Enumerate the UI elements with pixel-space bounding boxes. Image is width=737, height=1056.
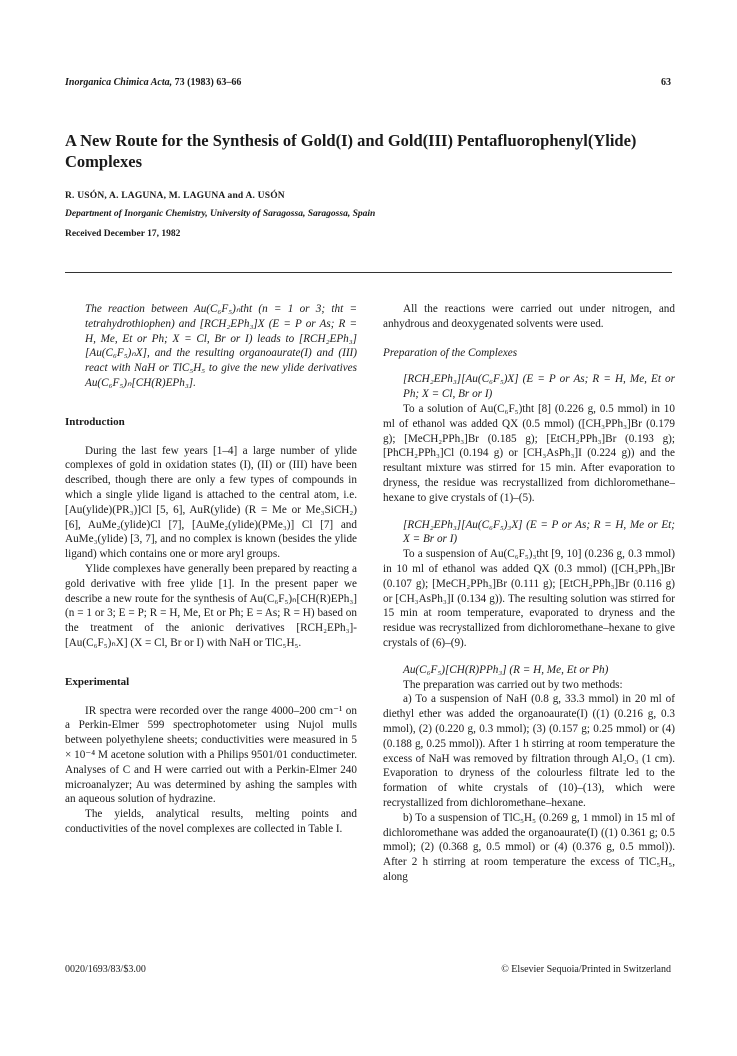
compound-3-methods: The preparation was carried out by two methods: bbox=[403, 678, 623, 691]
compound-1-procedure: To a solution of Au(C₆F₅)tht [8] (0.226 g, 0.5 mmol) in 10 ml of ethanol was added QX (0.5 mmol) ([CH₃PPh₃]Br (0.179 g); [MeCH₂PPh₃]Br (0.185 g); [EtCH₂PPh₃]Br (0.193 g); [PhCH₂PPh₃]Cl (0.194 g) or [CH₃AsPh₃]I (0.224 g)) and the resultant mixture was stirred for 15 min. After evaporation to dryness, the residue was recrystallized from dichloromethane–hexane to give crystals of (1)–(5). bbox=[383, 402, 675, 504]
intro-paragraph-2: Ylide complexes have generally been prepared by reacting a gold derivative with free ylide [1]. In the present paper we describe a new route for the synthesis of Au(C₆F₅)ₙ[CH(R)EPh₃] (n = 1 or 3; E = P; R = H, Me, Et or Ph; E = As; R = H) based on the treatment of the anionic derivatives [RCH₂EPh₃]-[Au(C₆F₅)ₙX] (X = Cl, Br or I) with NaH or TlC₅H₅. bbox=[65, 562, 357, 649]
authors: R. USÓN, A. LAGUNA, M. LAGUNA and A. USÓN bbox=[65, 191, 285, 201]
method-a: a) To a suspension of NaH (0.8 g, 33.3 mmol) in 20 ml of diethyl ether was added the organoaurate(I) ((1) (0.216 g, 0.3 mmol), (2) (0.220 g, 0.3 mmol); (3) (0.157 g; 0.25 mmol) or (4) (0.188 g, 0.25 mmol)). After 1 h stirring at room temperature the excess of NaH was removed by filtration through Al₂O₃ (1 cm). Evaporation to dryness of the colourless filtrate led to the formation of white crystals of (10)–(13), which were recrystallized from dichloromethane–hexane. bbox=[383, 693, 675, 809]
intro-paragraph-1: During the last few years [1–4] a large number of ylide complexes of gold in oxidation states (I), (II) or (III) have been described, though there are only a few types of compounds in which a single ylide ligand is attached to the central atom, i.e. [Au(ylide)(PR₃)]Cl [5, 6], AuR(ylide) (R = Me or Me₃SiCH₂) [6], AuMe₂(ylide)Cl [7], [AuMe₂(ylide)(PMe₃)] Cl [7] and AuMe₃(ylide) [3, 7], and no complex is known (besides the ylide ligand) which contains one or more aryl groups. bbox=[65, 444, 357, 561]
right-column bbox=[383, 302, 675, 885]
experimental-heading: Experimental bbox=[65, 675, 130, 688]
compound-3-title: Au(C₆F₅)[CH(R)PPh₃] (R = H, Me, Et or Ph) bbox=[403, 663, 609, 676]
journal-volume: 73 bbox=[174, 77, 185, 88]
compound-1-title: [RCH₂EPh₃][Au(C₆F₅)X] (E = P or As; R = H, Me, Et or Ph; X = Cl, Br or I) bbox=[403, 373, 675, 401]
journal-name: Inorganica Chimica Acta, bbox=[65, 77, 173, 88]
compound-2-procedure: To a suspension of Au(C₆F₅)₃tht [9, 10] (0.236 g, 0.3 mmol) in 10 ml of ethanol was added QX (0.3 mmol) ([CH₃PPh₃]Br (0.107 g); [MeCH₂PPh₃]Br (0.111 g); [EtCH₂PPh₃]Br (0.116 g) or [CH₃AsPh₃]I (0.134 g)). The resulting solution was stirred for 15 min at room temperature, evaporated to dryness and the residue was recrystallized from dichloromethane–hexane to give crystals of (6)–(9). bbox=[383, 548, 675, 649]
compound-2-title: [RCH₂EPh₃][Au(C₆F₅)₃X] (E = P or As; R = H, Me or Et; X = Br or I) bbox=[403, 518, 675, 546]
experimental-paragraph-2: The yields, analytical results, melting points and conductivities of the novel complexes are collected in Table I. bbox=[65, 808, 357, 835]
preparation-heading: Preparation of the Complexes bbox=[383, 346, 518, 359]
article-title: A New Route for the Synthesis of Gold(I) and Gold(III) Pentafluorophenyl(Ylide) Complexes bbox=[65, 131, 637, 171]
abstract: The reaction between Au(C₆F₅)ₙtht (n = 1 or 3; tht = tetrahydrothiophen) and [RCH₂EPh₃]X (E = P or As; R = H, Me, Et or Ph; X = Cl, Br or I) leads to [RCH₂EPh₃][Au(C₆F₅)ₙX], and the resulting organoaurate(I) and (III) react with NaH or TlC₅H₅ to give the new ylide derivatives Au(C₆F₅)ₙ[CH(R)EPh₃]. bbox=[85, 303, 357, 389]
running-header bbox=[65, 77, 241, 88]
received-date: Received December 17, 1982 bbox=[65, 229, 181, 239]
method-b: b) To a suspension of TlC₅H₅ (0.269 g, 1 mmol) in 15 ml of dichloromethane was added the organoaurate(I) ((1) 0.361 g; 0.5 mmol); (2) (0.368 g, 0.5 mmol) or (4) (0.376 g, 0.5 mmol)). After 2 h stirring at room temperature the excess of TlC₅H₅, along bbox=[383, 811, 675, 883]
journal-pages: (1983) 63–66 bbox=[187, 77, 242, 88]
left-column bbox=[65, 302, 357, 837]
header-divider bbox=[65, 272, 672, 273]
affiliation: Department of Inorganic Chemistry, University of Saragossa, Saragossa, Spain bbox=[65, 209, 376, 219]
introduction-heading: Introduction bbox=[65, 415, 125, 428]
conditions-paragraph: All the reactions were carried out under nitrogen, and anhydrous and deoxygenated solvents were used. bbox=[383, 303, 675, 330]
footer-publisher: © Elsevier Sequoia/Printed in Switzerland bbox=[501, 964, 671, 975]
experimental-paragraph-1: IR spectra were recorded over the range 4000–200 cm⁻¹ on a Perkin-Elmer 599 spectrophotometer using Nujol mulls between polyethylene sheets; conductivities were measured in 5 × 10⁻⁴ M acetone solution with a Philips 9501/01 conductimeter. Analyses of C and H were carried out with a Perkin-Elmer 240 microanalyzer; Au was determined by ashing the samples with an aqueous solution of hydrazine. bbox=[65, 704, 357, 806]
page-number: 63 bbox=[661, 77, 671, 88]
footer-code: 0020/1693/83/$3.00 bbox=[65, 964, 146, 975]
